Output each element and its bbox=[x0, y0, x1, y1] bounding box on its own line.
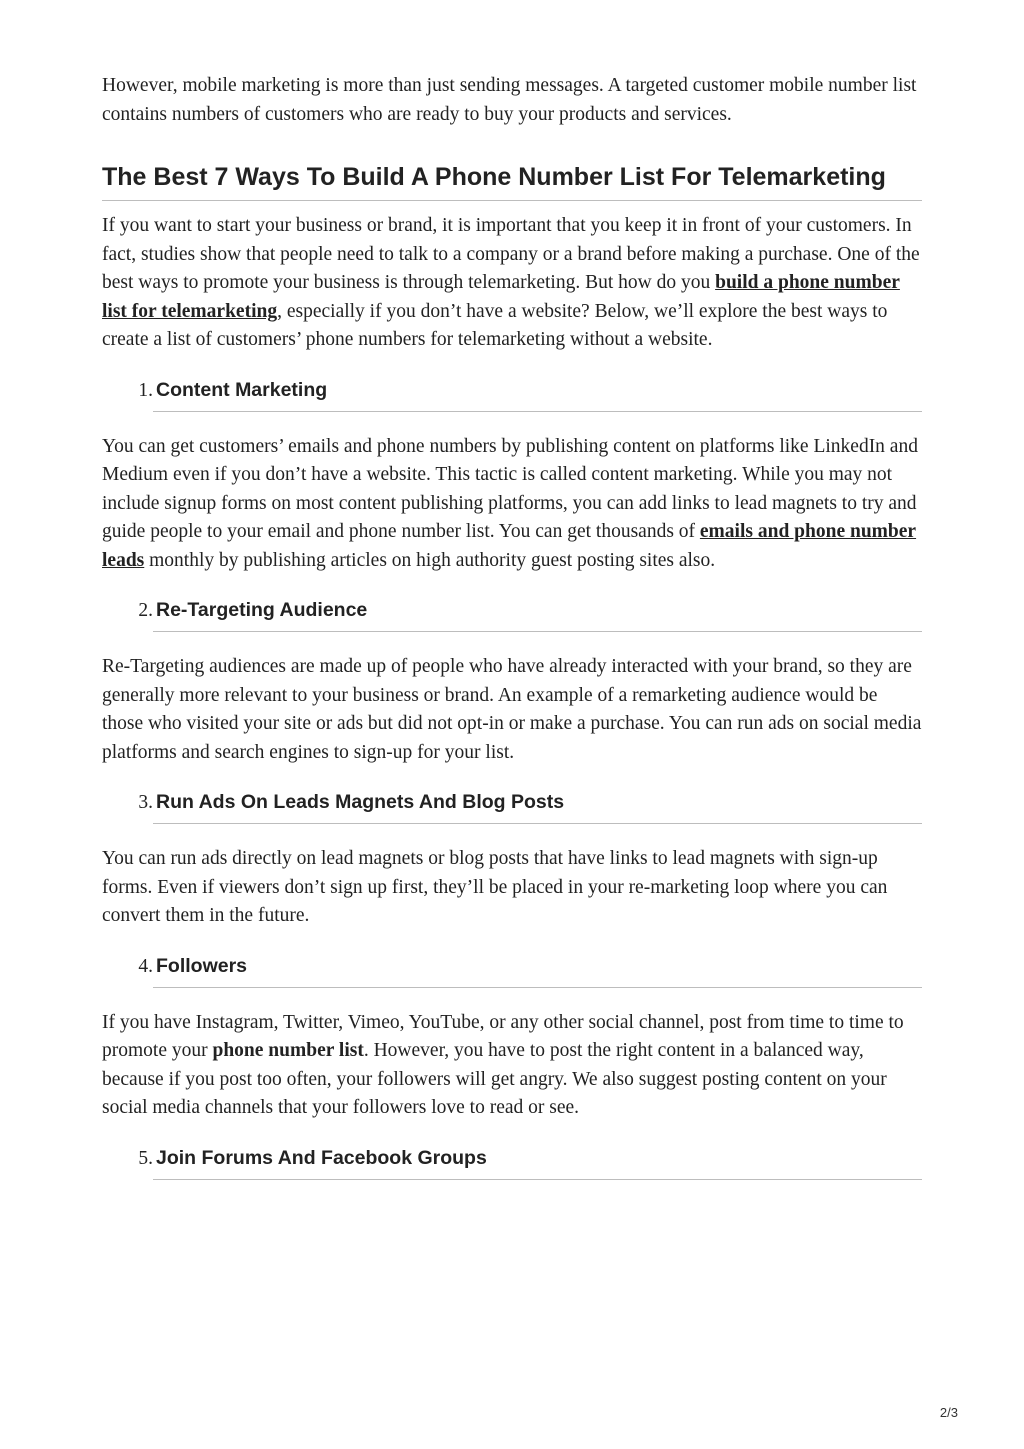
page-number: 2/3 bbox=[939, 1405, 958, 1420]
list-item-number: 3. bbox=[138, 792, 153, 813]
item-1-text-after: monthly by publishing articles on high authority guest posting sites also. bbox=[144, 549, 716, 571]
email-phone-leads-link[interactable]: emails and phone number leads bbox=[102, 521, 917, 571]
item-1-text-before: You can get customers’ emails and phone numbers by publishing content on platforms like LinkedIn and Medium even if you don’t have a website. This tactic is called content marketing. While you may not include signup forms on most content publishing platforms, you can add links to lead magnets to try and guide people to your email and phone number list. You can get thousands of bbox=[102, 435, 918, 542]
retargeting-paragraph: Re-Targeting audiences are made up of people who have already interacted with your brand, so they are generally more relevant to your business or brand. An example of a remarketing audience would be those who visited your site or ads but did not opt-in or make a purchase. You can run ads on social media platforms and search engines to sign-up for your list. bbox=[102, 656, 922, 763]
list-item-number: 2. bbox=[138, 600, 153, 621]
list-item-number: 4. bbox=[138, 955, 153, 977]
list-item-followers bbox=[102, 955, 922, 988]
lead-text-before: If you want to start your business or brand, it is important that you keep it in front of your customers. In fact, studies show that people need to talk to a company or a brand before making a purchase. One of the best ways to promote your business is through telemarketing. But how do you bbox=[102, 215, 920, 293]
content-marketing-paragraph bbox=[102, 433, 922, 576]
list-item-title: Join Forums And Facebook Groups bbox=[153, 1147, 922, 1180]
list-item-title: Followers bbox=[153, 955, 922, 988]
lead-paragraph bbox=[102, 212, 922, 355]
list-item-number: 5. bbox=[138, 1147, 153, 1169]
phone-list-telemarketing-link[interactable]: build a phone number list for telemarketing bbox=[102, 272, 900, 322]
list-item-title: Re-Targeting Audience bbox=[153, 599, 922, 632]
list-item-retargeting-audience bbox=[102, 599, 922, 632]
run-ads-paragraph: You can run ads directly on lead magnets or blog posts that have links to lead magnets with sign-up forms. Even if viewers don’t sign up first, they’ll be placed in your re-marketing loop where you can convert them in the future. bbox=[102, 848, 888, 926]
list-item-forums-groups bbox=[102, 1147, 922, 1180]
list-item-title: Content Marketing bbox=[153, 379, 922, 412]
item-4-text-after: . However, you have to post the right content in a balanced way, because if you post too often, your followers will get angry. We also suggest posting content on your social media channels that your followers love to read or see. bbox=[102, 1040, 887, 1118]
list-item-title: Run Ads On Leads Magnets And Blog Posts bbox=[153, 791, 922, 824]
list-item-number: 1. bbox=[138, 379, 153, 401]
intro-paragraph: However, mobile marketing is more than just sending messages. A targeted customer mobile number list contains numbers of customers who are ready to buy your products and services. bbox=[102, 75, 917, 125]
list-item-run-ads bbox=[102, 791, 922, 824]
followers-paragraph bbox=[102, 1009, 922, 1123]
list-item-content-marketing bbox=[102, 379, 922, 412]
phone-number-list-bold: phone number list bbox=[212, 1040, 364, 1061]
lead-text-after: , especially if you don’t have a website? Below, we’ll explore the best ways to create a list of customers’ phone numbers for telemarketing without a website. bbox=[102, 300, 888, 350]
item-4-text-before: If you have Instagram, Twitter, Vimeo, YouTube, or any other social channel, post from time to time to promote your bbox=[102, 1011, 904, 1061]
section-heading: The Best 7 Ways To Build A Phone Number List For Telemarketing bbox=[102, 163, 922, 201]
document-page bbox=[102, 72, 922, 1180]
